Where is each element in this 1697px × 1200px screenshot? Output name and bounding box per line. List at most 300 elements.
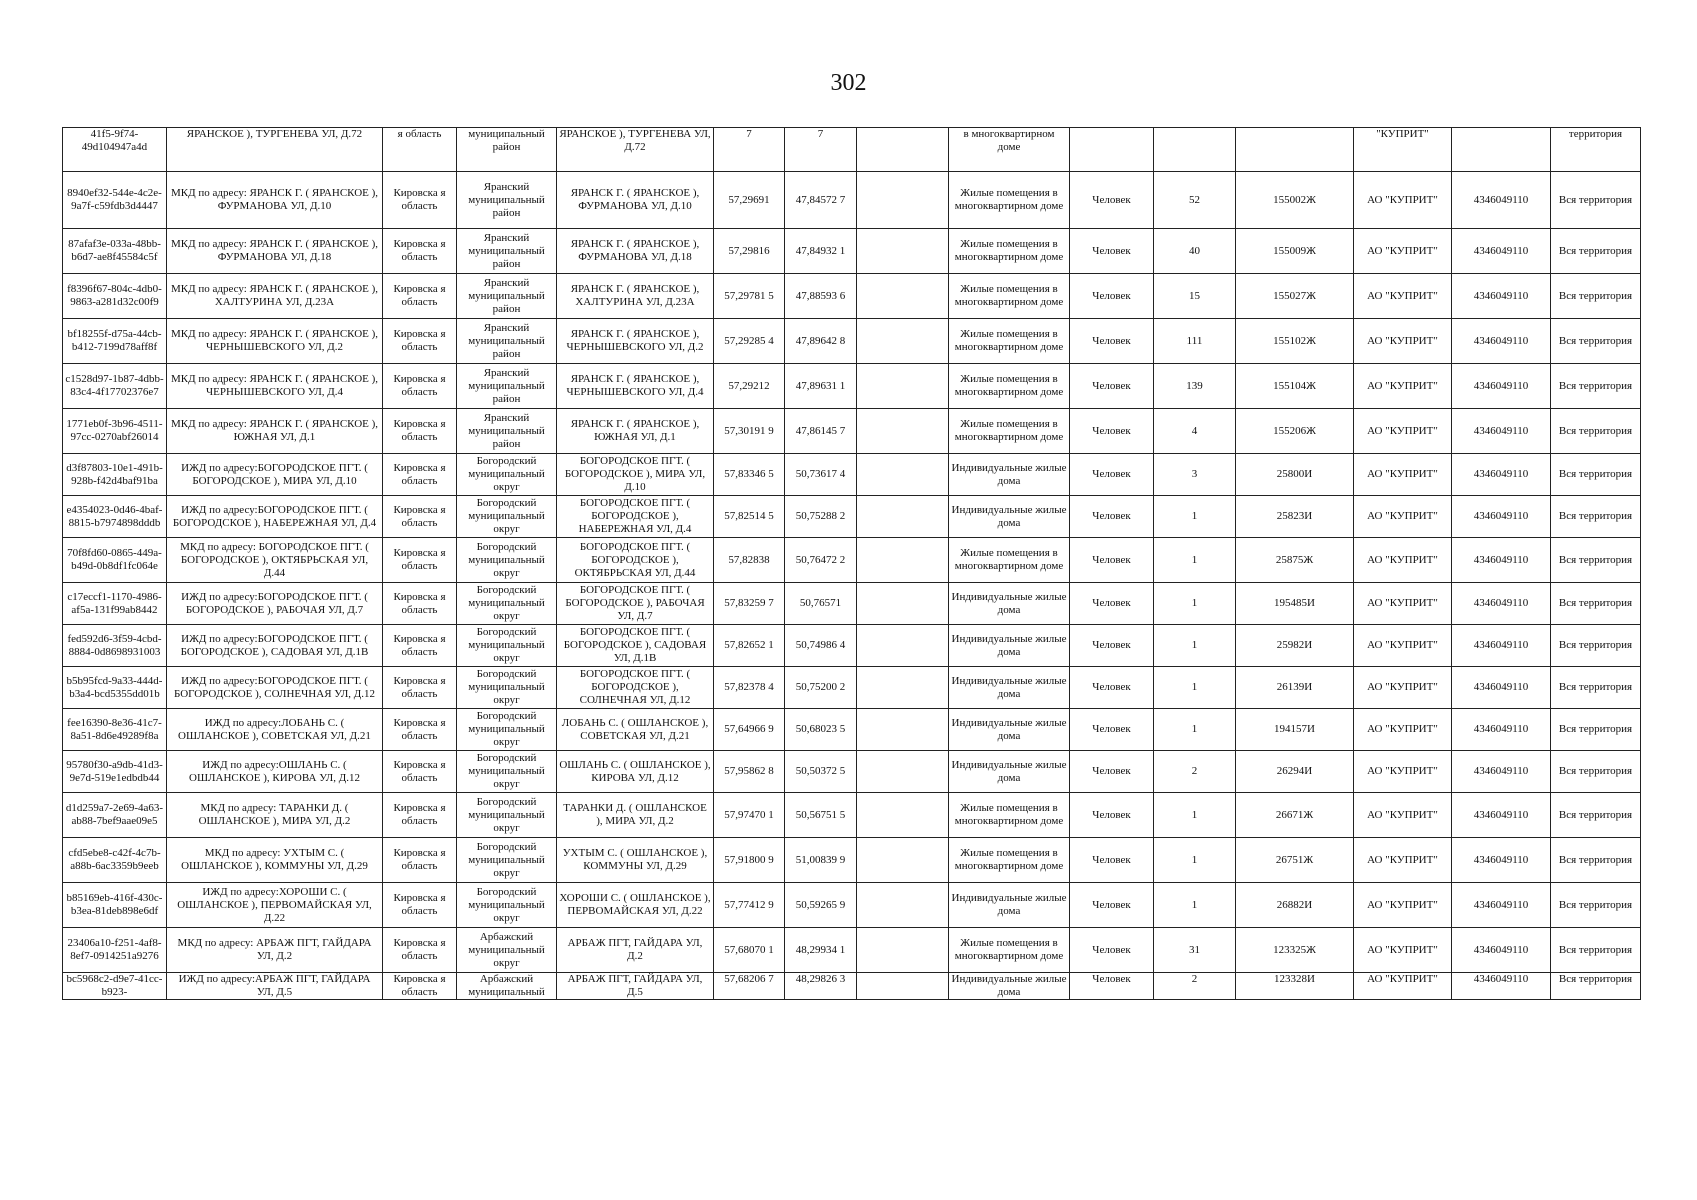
object-id-cell: bf18255f-d75a-44cb-b412-7199d78aff8f	[63, 319, 167, 364]
table-row	[63, 128, 1641, 172]
district-cell: Богородский муниципальный округ	[457, 583, 557, 625]
organization-cell: АО "КУПРИТ"	[1354, 172, 1452, 229]
latitude-cell: 57,97470 1	[714, 793, 785, 838]
table-row	[63, 319, 1641, 364]
inn-cell: 4346049110	[1452, 538, 1551, 583]
territory-cell: Вся территория	[1551, 751, 1641, 793]
longitude-cell: 50,76571	[785, 583, 857, 625]
organization-cell: АО "КУПРИТ"	[1354, 838, 1452, 883]
latitude-cell: 57,91800 9	[714, 838, 785, 883]
unit-cell: Человек	[1070, 883, 1154, 928]
code-cell: 123328И	[1236, 973, 1354, 1000]
quantity-cell: 52	[1154, 172, 1236, 229]
object-id-cell: d3f87803-10e1-491b-928b-f42d4baf91ba	[63, 454, 167, 496]
address-cell: ЯРАНСК Г. ( ЯРАНСКОЕ ), ФУРМАНОВА УЛ, Д.10	[557, 172, 714, 229]
address-cell: ЯРАНСК Г. ( ЯРАНСКОЕ ), ФУРМАНОВА УЛ, Д.18	[557, 229, 714, 274]
object-name-cell: ИЖД по адресу:ХОРОШИ С. ( ОШЛАНСКОЕ ), ПЕРВОМАЙСКАЯ УЛ, Д.22	[167, 883, 383, 928]
address-cell: ХОРОШИ С. ( ОШЛАНСКОЕ ), ПЕРВОМАЙСКАЯ УЛ, Д.22	[557, 883, 714, 928]
longitude-cell: 48,29934 1	[785, 928, 857, 973]
registry-rows	[63, 128, 1641, 1000]
district-cell: Богородский муниципальный округ	[457, 793, 557, 838]
unit-cell: Человек	[1070, 229, 1154, 274]
unit-cell: Человек	[1070, 751, 1154, 793]
district-cell: Яранский муниципальный район	[457, 319, 557, 364]
territory-cell: Вся территория	[1551, 625, 1641, 667]
territory-cell: Вся территория	[1551, 496, 1641, 538]
latitude-cell: 57,77412 9	[714, 883, 785, 928]
empty-cell	[857, 709, 949, 751]
organization-cell: АО "КУПРИТ"	[1354, 364, 1452, 409]
region-cell: Кировска я область	[383, 838, 457, 883]
organization-cell: АО "КУПРИТ"	[1354, 928, 1452, 973]
organization-cell: АО "КУПРИТ"	[1354, 583, 1452, 625]
organization-cell: АО "КУПРИТ"	[1354, 883, 1452, 928]
latitude-cell: 57,82838	[714, 538, 785, 583]
quantity-cell: 2	[1154, 973, 1236, 1000]
object-type-cell: Индивидуальные жилые дома	[949, 973, 1070, 1000]
latitude-cell: 7	[714, 128, 785, 172]
longitude-cell: 50,68023 5	[785, 709, 857, 751]
object-name-cell: ИЖД по адресу:БОГОРОДСКОЕ ПГТ. ( БОГОРОДСКОЕ ), САДОВАЯ УЛ, Д.1В	[167, 625, 383, 667]
code-cell: 26882И	[1236, 883, 1354, 928]
district-cell: Богородский муниципальный округ	[457, 751, 557, 793]
empty-cell	[857, 625, 949, 667]
code-cell: 25823И	[1236, 496, 1354, 538]
object-name-cell: ИЖД по адресу:АРБАЖ ПГТ, ГАЙДАРА УЛ, Д.5	[167, 973, 383, 1000]
empty-cell	[857, 229, 949, 274]
inn-cell: 4346049110	[1452, 583, 1551, 625]
object-name-cell: МКД по адресу: ЯРАНСК Г. ( ЯРАНСКОЕ ), ХАЛТУРИНА УЛ, Д.23А	[167, 274, 383, 319]
object-name-cell: ИЖД по адресу:БОГОРОДСКОЕ ПГТ. ( БОГОРОДСКОЕ ), МИРА УЛ, Д.10	[167, 454, 383, 496]
territory-cell: Вся территория	[1551, 973, 1641, 1000]
district-cell: Богородский муниципальный округ	[457, 454, 557, 496]
empty-cell	[857, 973, 949, 1000]
address-cell: ЯРАНСКОЕ ), ТУРГЕНЕВА УЛ, Д.72	[557, 128, 714, 172]
object-id-cell: cfd5ebe8-c42f-4c7b-a88b-6ac3359b9eeb	[63, 838, 167, 883]
territory-cell: Вся территория	[1551, 538, 1641, 583]
empty-cell	[857, 319, 949, 364]
inn-cell: 4346049110	[1452, 883, 1551, 928]
object-name-cell: ИЖД по адресу:ЛОБАНЬ С. ( ОШЛАНСКОЕ ), СОВЕТСКАЯ УЛ, Д.21	[167, 709, 383, 751]
territory-cell: Вся территория	[1551, 364, 1641, 409]
territory-cell: Вся территория	[1551, 409, 1641, 454]
address-cell: ОШЛАНЬ С. ( ОШЛАНСКОЕ ), КИРОВА УЛ, Д.12	[557, 751, 714, 793]
inn-cell: 4346049110	[1452, 274, 1551, 319]
code-cell: 155009Ж	[1236, 229, 1354, 274]
organization-cell: АО "КУПРИТ"	[1354, 793, 1452, 838]
address-cell: БОГОРОДСКОЕ ПГТ. ( БОГОРОДСКОЕ ), САДОВАЯ УЛ, Д.1В	[557, 625, 714, 667]
unit-cell: Человек	[1070, 793, 1154, 838]
organization-cell: АО "КУПРИТ"	[1354, 454, 1452, 496]
code-cell: 26294И	[1236, 751, 1354, 793]
code-cell: 155027Ж	[1236, 274, 1354, 319]
latitude-cell: 57,82378 4	[714, 667, 785, 709]
quantity-cell: 111	[1154, 319, 1236, 364]
table-row	[63, 709, 1641, 751]
latitude-cell: 57,64966 9	[714, 709, 785, 751]
empty-cell	[857, 751, 949, 793]
page-number: 302	[830, 70, 867, 96]
territory-cell: Вся территория	[1551, 583, 1641, 625]
district-cell: Яранский муниципальный район	[457, 229, 557, 274]
object-name-cell: МКД по адресу: ЯРАНСК Г. ( ЯРАНСКОЕ ), ФУРМАНОВА УЛ, Д.18	[167, 229, 383, 274]
district-cell: Богородский муниципальный округ	[457, 667, 557, 709]
unit-cell: Человек	[1070, 538, 1154, 583]
region-cell: Кировска я область	[383, 274, 457, 319]
object-id-cell: 95780f30-a9db-41d3-9e7d-519e1edbdb44	[63, 751, 167, 793]
territory-cell: Вся территория	[1551, 172, 1641, 229]
object-type-cell: Жилые помещения в многоквартирном доме	[949, 229, 1070, 274]
territory-cell: Вся территория	[1551, 319, 1641, 364]
object-type-cell: Индивидуальные жилые дома	[949, 625, 1070, 667]
inn-cell: 4346049110	[1452, 928, 1551, 973]
district-cell: Яранский муниципальный район	[457, 172, 557, 229]
table-row	[63, 751, 1641, 793]
object-id-cell: fed592d6-3f59-4cbd-8884-0d8698931003	[63, 625, 167, 667]
quantity-cell: 1	[1154, 709, 1236, 751]
address-cell: БОГОРОДСКОЕ ПГТ. ( БОГОРОДСКОЕ ), ОКТЯБРЬСКАЯ УЛ, Д.44	[557, 538, 714, 583]
organization-cell: АО "КУПРИТ"	[1354, 274, 1452, 319]
latitude-cell: 57,29212	[714, 364, 785, 409]
code-cell: 194157И	[1236, 709, 1354, 751]
table-row	[63, 883, 1641, 928]
unit-cell: Человек	[1070, 454, 1154, 496]
empty-cell	[857, 274, 949, 319]
organization-cell: АО "КУПРИТ"	[1354, 319, 1452, 364]
address-cell: ЯРАНСК Г. ( ЯРАНСКОЕ ), ЧЕРНЫШЕВСКОГО УЛ, Д.4	[557, 364, 714, 409]
address-cell: БОГОРОДСКОЕ ПГТ. ( БОГОРОДСКОЕ ), МИРА УЛ, Д.10	[557, 454, 714, 496]
longitude-cell: 47,88593 6	[785, 274, 857, 319]
object-type-cell: Жилые помещения в многоквартирном доме	[949, 172, 1070, 229]
quantity-cell	[1154, 128, 1236, 172]
region-cell: Кировска я область	[383, 319, 457, 364]
address-cell: ЯРАНСК Г. ( ЯРАНСКОЕ ), ЮЖНАЯ УЛ, Д.1	[557, 409, 714, 454]
unit-cell: Человек	[1070, 274, 1154, 319]
table-row	[63, 973, 1641, 1000]
organization-cell: АО "КУПРИТ"	[1354, 538, 1452, 583]
empty-cell	[857, 496, 949, 538]
region-cell: Кировска я область	[383, 793, 457, 838]
object-type-cell: Индивидуальные жилые дома	[949, 667, 1070, 709]
table-row	[63, 409, 1641, 454]
quantity-cell: 1	[1154, 793, 1236, 838]
district-cell: Яранский муниципальный район	[457, 409, 557, 454]
code-cell: 123325Ж	[1236, 928, 1354, 973]
table-row	[63, 274, 1641, 319]
unit-cell: Человек	[1070, 409, 1154, 454]
empty-cell	[857, 409, 949, 454]
district-cell: Яранский муниципальный район	[457, 274, 557, 319]
object-name-cell: МКД по адресу: УХТЫМ С. ( ОШЛАНСКОЕ ), КОММУНЫ УЛ, Д.29	[167, 838, 383, 883]
territory-cell: Вся территория	[1551, 838, 1641, 883]
quantity-cell: 2	[1154, 751, 1236, 793]
quantity-cell: 15	[1154, 274, 1236, 319]
inn-cell	[1452, 128, 1551, 172]
quantity-cell: 4	[1154, 409, 1236, 454]
longitude-cell: 48,29826 3	[785, 973, 857, 1000]
object-name-cell: ИЖД по адресу:БОГОРОДСКОЕ ПГТ. ( БОГОРОДСКОЕ ), НАБЕРЕЖНАЯ УЛ, Д.4	[167, 496, 383, 538]
longitude-cell: 50,59265 9	[785, 883, 857, 928]
territory-cell: Вся территория	[1551, 667, 1641, 709]
region-cell: Кировска я область	[383, 229, 457, 274]
region-cell: Кировска я область	[383, 583, 457, 625]
unit-cell: Человек	[1070, 583, 1154, 625]
organization-cell: АО "КУПРИТ"	[1354, 709, 1452, 751]
address-cell: ЯРАНСК Г. ( ЯРАНСКОЕ ), ЧЕРНЫШЕВСКОГО УЛ, Д.2	[557, 319, 714, 364]
unit-cell: Человек	[1070, 928, 1154, 973]
inn-cell: 4346049110	[1452, 793, 1551, 838]
object-id-cell: 8940ef32-544e-4c2e-9a7f-c59fdb3d4447	[63, 172, 167, 229]
empty-cell	[857, 667, 949, 709]
empty-cell	[857, 583, 949, 625]
longitude-cell: 47,84932 1	[785, 229, 857, 274]
organization-cell: АО "КУПРИТ"	[1354, 496, 1452, 538]
inn-cell: 4346049110	[1452, 838, 1551, 883]
table-row	[63, 364, 1641, 409]
territory-cell: Вся территория	[1551, 883, 1641, 928]
district-cell: Богородский муниципальный округ	[457, 838, 557, 883]
empty-cell	[857, 883, 949, 928]
object-name-cell: ИЖД по адресу:БОГОРОДСКОЕ ПГТ. ( БОГОРОДСКОЕ ), СОЛНЕЧНАЯ УЛ, Д.12	[167, 667, 383, 709]
inn-cell: 4346049110	[1452, 172, 1551, 229]
latitude-cell: 57,68206 7	[714, 973, 785, 1000]
address-cell: ЯРАНСК Г. ( ЯРАНСКОЕ ), ХАЛТУРИНА УЛ, Д.23А	[557, 274, 714, 319]
address-cell: ТАРАНКИ Д. ( ОШЛАНСКОЕ ), МИРА УЛ, Д.2	[557, 793, 714, 838]
table-row	[63, 667, 1641, 709]
object-type-cell: Жилые помещения в многоквартирном доме	[949, 319, 1070, 364]
code-cell: 155002Ж	[1236, 172, 1354, 229]
address-cell: ЛОБАНЬ С. ( ОШЛАНСКОЕ ), СОВЕТСКАЯ УЛ, Д.21	[557, 709, 714, 751]
code-cell: 26751Ж	[1236, 838, 1354, 883]
table-row	[63, 625, 1641, 667]
territory-cell: Вся территория	[1551, 928, 1641, 973]
quantity-cell: 31	[1154, 928, 1236, 973]
object-id-cell: e4354023-0d46-4baf-8815-b7974898dddb	[63, 496, 167, 538]
district-cell: Арбажский муниципальный	[457, 973, 557, 1000]
district-cell: Яранский муниципальный район	[457, 364, 557, 409]
inn-cell: 4346049110	[1452, 319, 1551, 364]
address-cell: УХТЫМ С. ( ОШЛАНСКОЕ ), КОММУНЫ УЛ, Д.29	[557, 838, 714, 883]
longitude-cell: 47,84572 7	[785, 172, 857, 229]
longitude-cell: 50,76472 2	[785, 538, 857, 583]
object-id-cell: 1771eb0f-3b96-4511-97cc-0270abf26014	[63, 409, 167, 454]
unit-cell: Человек	[1070, 319, 1154, 364]
object-type-cell: в многоквартирном доме	[949, 128, 1070, 172]
unit-cell: Человек	[1070, 496, 1154, 538]
object-type-cell: Индивидуальные жилые дома	[949, 454, 1070, 496]
organization-cell: АО "КУПРИТ"	[1354, 229, 1452, 274]
latitude-cell: 57,82514 5	[714, 496, 785, 538]
object-id-cell: 70f8fd60-0865-449a-b49d-0b8df1fc064e	[63, 538, 167, 583]
object-id-cell: bc5968c2-d9e7-41cc-b923-	[63, 973, 167, 1000]
inn-cell: 4346049110	[1452, 751, 1551, 793]
quantity-cell: 139	[1154, 364, 1236, 409]
object-id-cell: c1528d97-1b87-4dbb-83c4-4f17702376e7	[63, 364, 167, 409]
table-row	[63, 229, 1641, 274]
empty-cell	[857, 454, 949, 496]
unit-cell: Человек	[1070, 364, 1154, 409]
inn-cell: 4346049110	[1452, 667, 1551, 709]
object-name-cell: МКД по адресу: ЯРАНСК Г. ( ЯРАНСКОЕ ), ФУРМАНОВА УЛ, Д.10	[167, 172, 383, 229]
object-name-cell: МКД по адресу: ЯРАНСК Г. ( ЯРАНСКОЕ ), ЧЕРНЫШЕВСКОГО УЛ, Д.2	[167, 319, 383, 364]
quantity-cell: 3	[1154, 454, 1236, 496]
object-name-cell: МКД по адресу: БОГОРОДСКОЕ ПГТ. ( БОГОРОДСКОЕ ), ОКТЯБРЬСКАЯ УЛ, Д.44	[167, 538, 383, 583]
object-name-cell: МКД по адресу: ЯРАНСК Г. ( ЯРАНСКОЕ ), ЮЖНАЯ УЛ, Д.1	[167, 409, 383, 454]
object-id-cell: 41f5-9f74-49d104947a4d	[63, 128, 167, 172]
district-cell: Богородский муниципальный округ	[457, 883, 557, 928]
organization-cell: АО "КУПРИТ"	[1354, 973, 1452, 1000]
organization-cell: "КУПРИТ"	[1354, 128, 1452, 172]
quantity-cell: 1	[1154, 583, 1236, 625]
district-cell: Богородский муниципальный округ	[457, 538, 557, 583]
longitude-cell: 7	[785, 128, 857, 172]
table-row	[63, 583, 1641, 625]
organization-cell: АО "КУПРИТ"	[1354, 667, 1452, 709]
object-id-cell: fee16390-8e36-41c7-8a51-8d6e49289f8a	[63, 709, 167, 751]
latitude-cell: 57,82652 1	[714, 625, 785, 667]
inn-cell: 4346049110	[1452, 496, 1551, 538]
object-name-cell: МКД по адресу: ЯРАНСК Г. ( ЯРАНСКОЕ ), ЧЕРНЫШЕВСКОГО УЛ, Д.4	[167, 364, 383, 409]
district-cell: Богородский муниципальный округ	[457, 496, 557, 538]
address-cell: БОГОРОДСКОЕ ПГТ. ( БОГОРОДСКОЕ ), СОЛНЕЧНАЯ УЛ, Д.12	[557, 667, 714, 709]
latitude-cell: 57,29285 4	[714, 319, 785, 364]
quantity-cell: 1	[1154, 667, 1236, 709]
object-type-cell: Индивидуальные жилые дома	[949, 583, 1070, 625]
territory-cell: Вся территория	[1551, 274, 1641, 319]
quantity-cell: 1	[1154, 883, 1236, 928]
empty-cell	[857, 928, 949, 973]
territory-cell: Вся территория	[1551, 454, 1641, 496]
inn-cell: 4346049110	[1452, 973, 1551, 1000]
object-type-cell: Жилые помещения в многоквартирном доме	[949, 793, 1070, 838]
organization-cell: АО "КУПРИТ"	[1354, 625, 1452, 667]
code-cell: 155104Ж	[1236, 364, 1354, 409]
inn-cell: 4346049110	[1452, 454, 1551, 496]
territory-cell: Вся территория	[1551, 793, 1641, 838]
territory-cell: Вся территория	[1551, 229, 1641, 274]
code-cell: 26139И	[1236, 667, 1354, 709]
latitude-cell: 57,83346 5	[714, 454, 785, 496]
longitude-cell: 50,75288 2	[785, 496, 857, 538]
table-row	[63, 793, 1641, 838]
table-row	[63, 928, 1641, 973]
object-type-cell: Жилые помещения в многоквартирном доме	[949, 838, 1070, 883]
address-cell: АРБАЖ ПГТ, ГАЙДАРА УЛ, Д.5	[557, 973, 714, 1000]
region-cell: Кировска я область	[383, 709, 457, 751]
region-cell: Кировска я область	[383, 454, 457, 496]
object-type-cell: Жилые помещения в многоквартирном доме	[949, 538, 1070, 583]
object-id-cell: 23406a10-f251-4af8-8ef7-0914251a9276	[63, 928, 167, 973]
empty-cell	[857, 793, 949, 838]
quantity-cell: 1	[1154, 538, 1236, 583]
empty-cell	[857, 538, 949, 583]
address-cell: БОГОРОДСКОЕ ПГТ. ( БОГОРОДСКОЕ ), НАБЕРЕЖНАЯ УЛ, Д.4	[557, 496, 714, 538]
registry-table	[62, 127, 1641, 1000]
region-cell: Кировска я область	[383, 751, 457, 793]
district-cell: Арбажский муниципальный округ	[457, 928, 557, 973]
district-cell: муниципальный район	[457, 128, 557, 172]
unit-cell: Человек	[1070, 973, 1154, 1000]
object-id-cell: c17eccf1-1170-4986-af5a-131f99ab8442	[63, 583, 167, 625]
region-cell: я область	[383, 128, 457, 172]
code-cell	[1236, 128, 1354, 172]
inn-cell: 4346049110	[1452, 229, 1551, 274]
unit-cell: Человек	[1070, 667, 1154, 709]
code-cell: 25875Ж	[1236, 538, 1354, 583]
object-id-cell: d1d259a7-2e69-4a63-ab88-7bef9aae09e5	[63, 793, 167, 838]
longitude-cell: 47,86145 7	[785, 409, 857, 454]
latitude-cell: 57,83259 7	[714, 583, 785, 625]
latitude-cell: 57,95862 8	[714, 751, 785, 793]
quantity-cell: 1	[1154, 496, 1236, 538]
table-row	[63, 454, 1641, 496]
object-id-cell: b85169eb-416f-430c-b3ea-81deb898e6df	[63, 883, 167, 928]
latitude-cell: 57,29816	[714, 229, 785, 274]
unit-cell: Человек	[1070, 172, 1154, 229]
table-row	[63, 172, 1641, 229]
code-cell: 195485И	[1236, 583, 1354, 625]
object-type-cell: Индивидуальные жилые дома	[949, 751, 1070, 793]
region-cell: Кировска я область	[383, 172, 457, 229]
inn-cell: 4346049110	[1452, 709, 1551, 751]
object-type-cell: Индивидуальные жилые дома	[949, 496, 1070, 538]
object-type-cell: Жилые помещения в многоквартирном доме	[949, 274, 1070, 319]
longitude-cell: 50,56751 5	[785, 793, 857, 838]
latitude-cell: 57,29781 5	[714, 274, 785, 319]
address-cell: БОГОРОДСКОЕ ПГТ. ( БОГОРОДСКОЕ ), РАБОЧАЯ УЛ, Д.7	[557, 583, 714, 625]
table-row	[63, 838, 1641, 883]
quantity-cell: 1	[1154, 838, 1236, 883]
longitude-cell: 51,00839 9	[785, 838, 857, 883]
organization-cell: АО "КУПРИТ"	[1354, 409, 1452, 454]
object-type-cell: Жилые помещения в многоквартирном доме	[949, 364, 1070, 409]
longitude-cell: 50,50372 5	[785, 751, 857, 793]
longitude-cell: 50,74986 4	[785, 625, 857, 667]
code-cell: 155102Ж	[1236, 319, 1354, 364]
organization-cell: АО "КУПРИТ"	[1354, 751, 1452, 793]
region-cell: Кировска я область	[383, 409, 457, 454]
unit-cell	[1070, 128, 1154, 172]
empty-cell	[857, 364, 949, 409]
code-cell: 155206Ж	[1236, 409, 1354, 454]
code-cell: 25800И	[1236, 454, 1354, 496]
object-type-cell: Жилые помещения в многоквартирном доме	[949, 409, 1070, 454]
territory-cell: Вся территория	[1551, 709, 1641, 751]
region-cell: Кировска я область	[383, 973, 457, 1000]
unit-cell: Человек	[1070, 625, 1154, 667]
code-cell: 26671Ж	[1236, 793, 1354, 838]
table-row	[63, 496, 1641, 538]
region-cell: Кировска я область	[383, 538, 457, 583]
latitude-cell: 57,68070 1	[714, 928, 785, 973]
inn-cell: 4346049110	[1452, 625, 1551, 667]
empty-cell	[857, 128, 949, 172]
object-type-cell: Жилые помещения в многоквартирном доме	[949, 928, 1070, 973]
object-name-cell: МКД по адресу: ТАРАНКИ Д. ( ОШЛАНСКОЕ ), МИРА УЛ, Д.2	[167, 793, 383, 838]
address-cell: АРБАЖ ПГТ, ГАЙДАРА УЛ, Д.2	[557, 928, 714, 973]
object-type-cell: Индивидуальные жилые дома	[949, 883, 1070, 928]
latitude-cell: 57,30191 9	[714, 409, 785, 454]
latitude-cell: 57,29691	[714, 172, 785, 229]
region-cell: Кировска я область	[383, 667, 457, 709]
object-type-cell: Индивидуальные жилые дома	[949, 709, 1070, 751]
inn-cell: 4346049110	[1452, 409, 1551, 454]
table-row	[63, 538, 1641, 583]
quantity-cell: 1	[1154, 625, 1236, 667]
region-cell: Кировска я область	[383, 364, 457, 409]
unit-cell: Человек	[1070, 838, 1154, 883]
object-name-cell: МКД по адресу: АРБАЖ ПГТ, ГАЙДАРА УЛ, Д.2	[167, 928, 383, 973]
